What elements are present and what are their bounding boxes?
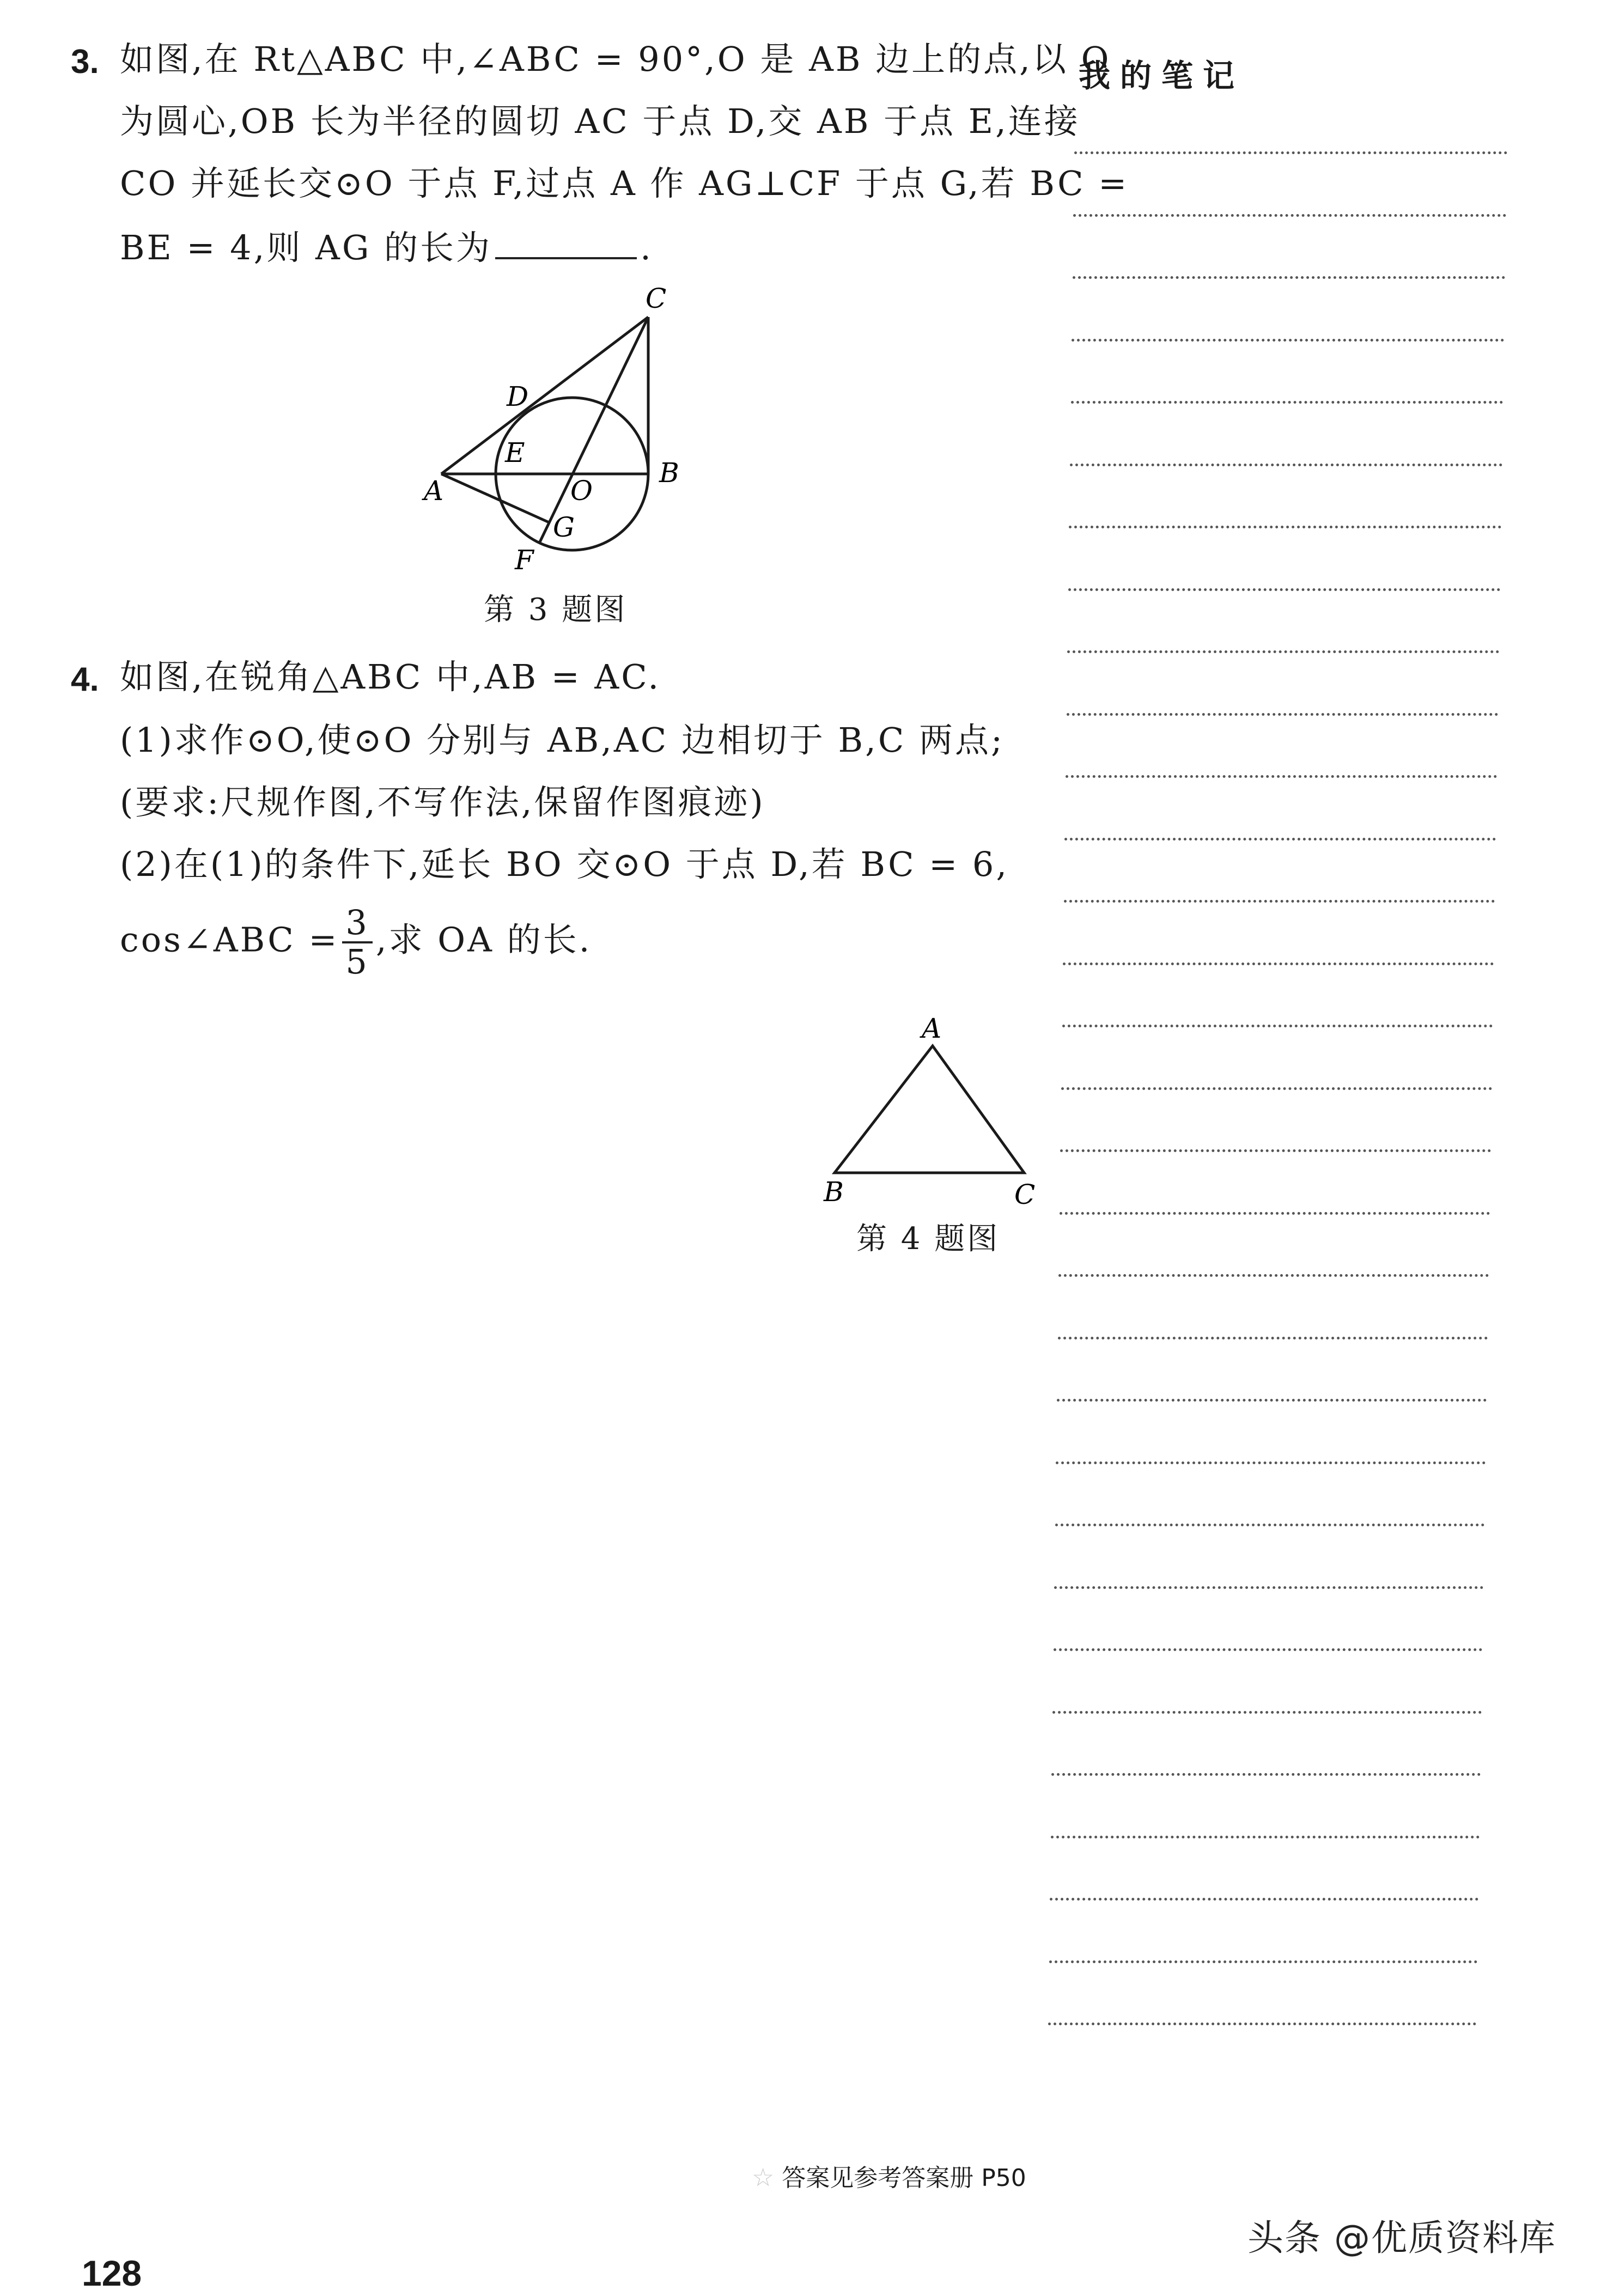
q3-line-2: 为圆心,OB 长为半径的圆切 AC 于点 D,交 AB 于点 E,连接 [120,101,1080,141]
q4-figure [0,980,1613,1209]
q4-line-4: (2)在(1)的条件下,延长 BO 交⊙O 于点 D,若 BC = 6, [120,844,1009,884]
note-line[interactable] [1074,151,1507,154]
q4-label-c: C [1014,1179,1036,1209]
q3-label-g: G [553,511,575,543]
note-line[interactable] [1073,276,1505,279]
q4-line-5 [120,904,592,980]
q3-number: 3. [71,43,99,81]
note-line[interactable] [1054,1586,1483,1589]
note-line[interactable] [1051,1836,1480,1838]
q3-figure [0,0,1613,654]
note-line[interactable] [1061,1087,1492,1090]
note-line[interactable] [1058,1274,1489,1277]
q3-label-a: A [424,475,444,507]
q3-segment-cf [539,317,648,543]
note-line[interactable] [1070,464,1502,466]
q3-label-c: C [646,283,667,314]
note-line[interactable] [1073,214,1506,217]
q3-label-e: E [505,437,525,468]
note-line[interactable] [1069,526,1501,528]
q3-label-f: F [515,544,534,576]
q4-line-1: 如图,在锐角△ABC 中,AB = AC. [120,657,661,697]
note-line[interactable] [1064,900,1495,903]
answer-reference-text: 答案见参考答案册 P50 [782,2164,1026,2192]
q4-line-2: (1)求作⊙O,使⊙O 分别与 AB,AC 边相切于 B,C 两点; [120,720,1005,760]
q4-label-a: A [922,1013,942,1044]
q4-line-5-prefix: cos∠ABC = [120,919,339,960]
q4-triangle [835,1046,1024,1173]
note-line[interactable] [1066,775,1497,778]
note-line[interactable] [1048,2023,1476,2025]
note-line[interactable] [1050,1898,1478,1901]
note-line[interactable] [1068,588,1500,591]
note-line[interactable] [1056,1461,1486,1464]
q4-fraction-num: 3 [342,904,372,943]
q4-fraction-den: 5 [345,942,369,982]
q3-label-d: D [507,381,529,412]
note-line[interactable] [1049,1960,1477,1963]
q3-segment-ac [441,317,648,474]
star-icon: ☆ [752,2163,775,2192]
q4-fraction [342,904,372,980]
q4-line-3: (要求:尺规作图,不写作法,保留作图痕迹) [120,782,765,822]
q3-line-1: 如图,在 Rt△ABC 中,∠ABC = 90°,O 是 AB 边上的点,以 O [120,39,1111,79]
q3-caption: 第 3 题图 [484,592,628,628]
note-line[interactable] [1052,1711,1482,1714]
note-line[interactable] [1055,1524,1484,1526]
q3-line-4-end: . [640,228,653,267]
note-line[interactable] [1060,1212,1490,1215]
watermark: 头条 @优质资料库 [1247,2217,1556,2259]
note-line[interactable] [1064,838,1496,841]
note-line[interactable] [1057,1399,1487,1402]
notes-title: 我的笔记 [1079,57,1245,94]
note-line[interactable] [1054,1648,1483,1651]
note-line[interactable] [1067,713,1498,716]
q3-line-4-text: BE = 4,则 AG 的长为 [120,228,492,267]
page-number: 128 [82,2253,142,2293]
q4-label-b: B [824,1176,844,1208]
note-line[interactable] [1071,401,1504,404]
q4-number: 4. [71,661,99,698]
note-line[interactable] [1062,1025,1493,1027]
note-line[interactable] [1060,1149,1490,1152]
q3-label-b: B [659,457,679,489]
note-line[interactable] [1051,1773,1480,1776]
q4-line-5-suffix: ,求 OA 的长. [375,919,592,960]
q3-label-o: O [570,475,593,507]
q3-line-3: CO 并延长交⊙O 于点 F,过点 A 作 AG⊥CF 于点 G,若 BC = [120,163,1129,203]
note-line[interactable] [1072,339,1504,342]
answer-reference [752,2158,1026,2193]
note-line[interactable] [1067,650,1499,653]
q4-caption: 第 4 题图 [856,1221,1000,1257]
note-line[interactable] [1058,1337,1488,1339]
note-line[interactable] [1063,963,1494,965]
